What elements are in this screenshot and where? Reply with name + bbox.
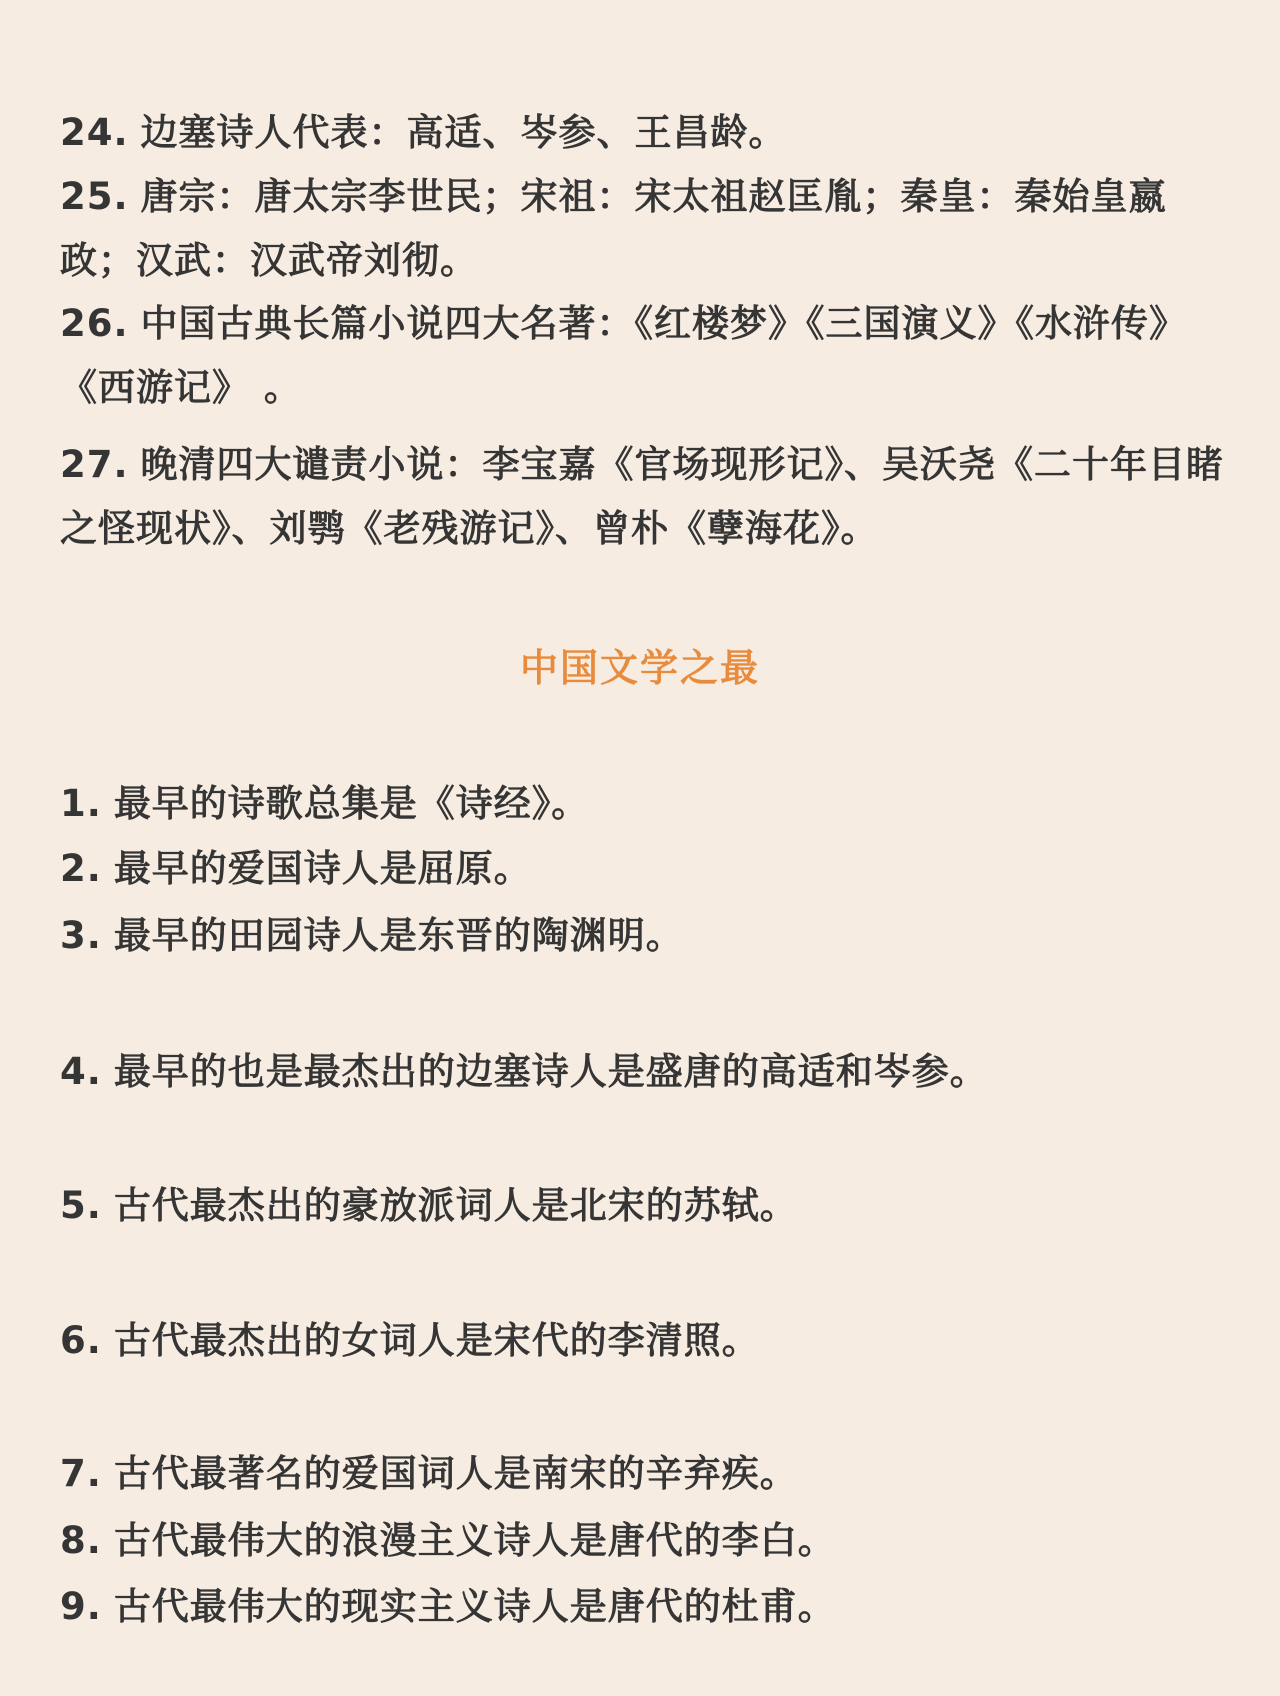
list-item-7 (60, 1442, 1230, 1506)
item-text: 古代最杰出的女词人是宋代的李清照。 (113, 1319, 760, 1362)
list-item-4 (60, 1040, 1230, 1104)
item-number: 27. (60, 443, 129, 486)
item-text: 唐宗：唐太宗李世民；宋祖：宋太祖赵匡胤；秦皇：秦始皇嬴政；汉武：汉武帝刘彻。 (60, 175, 1167, 282)
item-number: 1. (60, 782, 102, 825)
item-text: 边塞诗人代表：高适、岑参、王昌龄。 (140, 111, 787, 154)
section-title: 中国文学之最 (519, 646, 760, 690)
item-number: 4. (60, 1050, 102, 1093)
list-item-1 (60, 772, 1230, 836)
item-text: 最早的也是最杰出的边塞诗人是盛唐的高适和岑参。 (113, 1050, 988, 1093)
item-27 (60, 433, 1230, 561)
item-number: 8. (60, 1519, 102, 1562)
item-number: 5. (60, 1184, 102, 1227)
item-text: 最早的田园诗人是东晋的陶渊明。 (113, 914, 684, 957)
item-number: 6. (60, 1319, 102, 1362)
item-number: 2. (60, 847, 102, 890)
item-text: 最早的诗歌总集是《诗经》。 (113, 782, 590, 825)
list-item-2 (60, 837, 1230, 901)
item-text: 古代最伟大的现实主义诗人是唐代的杜甫。 (113, 1585, 836, 1628)
item-25 (60, 165, 1230, 293)
item-number: 26. (60, 302, 129, 345)
list-item-9 (60, 1575, 1230, 1639)
item-text: 古代最伟大的浪漫主义诗人是唐代的李白。 (113, 1519, 836, 1562)
item-text: 古代最著名的爱国词人是南宋的辛弃疾。 (113, 1452, 798, 1495)
item-number: 24. (60, 111, 129, 154)
list-item-6 (60, 1309, 1230, 1373)
list-item-8 (60, 1509, 1230, 1573)
list-item-3 (60, 904, 1230, 968)
list-item-5 (60, 1174, 1230, 1238)
item-number: 3. (60, 914, 102, 957)
item-number: 9. (60, 1585, 102, 1628)
item-text: 中国古典长篇小说四大名著：《红楼梦》《三国演义》《水浒传》《西游记》 。 (60, 302, 1188, 409)
item-number: 25. (60, 175, 129, 218)
item-number: 7. (60, 1452, 102, 1495)
item-text: 晚清四大谴责小说：李宝嘉《官场现形记》、吴沃尧《二十年目睹之怪现状》、刘鹗《老残游记》、曾朴《孽海花》。 (60, 443, 1225, 550)
item-text: 古代最杰出的豪放派词人是北宋的苏轼。 (113, 1184, 798, 1227)
item-24 (60, 101, 1230, 165)
item-26 (60, 292, 1230, 420)
item-text: 最早的爱国诗人是屈原。 (113, 847, 532, 890)
